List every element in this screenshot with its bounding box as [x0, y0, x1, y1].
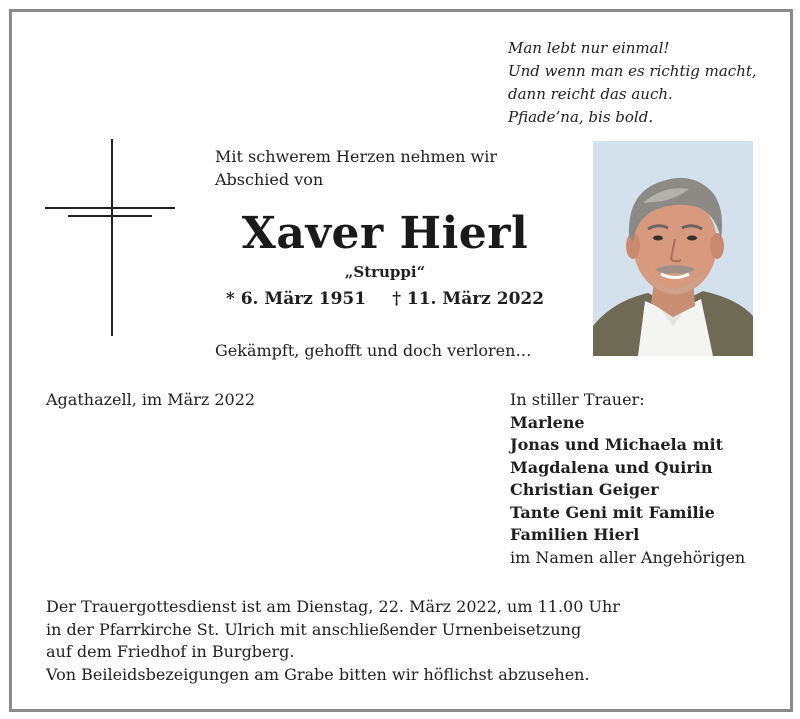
cross-horizontal-bar	[68, 215, 152, 217]
service-info	[46, 596, 620, 686]
mourner-name: Tante Geni mit Familie	[510, 502, 715, 522]
birth-date: * 6. März 1951	[225, 289, 367, 309]
mourners-footer: im Namen aller Angehörigen	[510, 547, 746, 567]
motto-quote	[508, 37, 757, 129]
death-date: † 11. März 2022	[392, 289, 545, 309]
motto-line: Man lebt nur einmal!	[508, 39, 670, 57]
intro-text	[215, 145, 497, 191]
place-and-date: Agathazell, im März 2022	[46, 390, 256, 409]
cross-vertical-bar	[111, 139, 113, 336]
mourner-name: Familien Hierl	[510, 525, 640, 544]
cross-horizontal-bar	[45, 207, 175, 209]
intro-line: Abschied von	[215, 170, 324, 189]
nickname: „Struppi“	[344, 263, 426, 281]
mourners-heading: In stiller Trauer:	[510, 390, 645, 409]
mourner-name: Jonas und Michaela mit	[510, 435, 723, 454]
motto-line: Und wenn man es richtig macht,	[508, 62, 757, 80]
portrait-image	[593, 141, 753, 356]
service-line: in der Pfarrkirche St. Ulrich mit anschließender Urnenbeisetzung	[46, 619, 582, 639]
deceased-name: Xaver Hierl	[241, 208, 529, 259]
motto-line: dann reicht das auch.	[508, 85, 673, 103]
mourners-list	[510, 389, 745, 569]
service-line: Von Beileidsbezeigungen am Grabe bitten wir höflichst abzusehen.	[46, 664, 590, 684]
mourner-name: Marlene	[510, 412, 585, 432]
mourner-name: Christian Geiger	[510, 480, 659, 499]
mourner-name: Magdalena und Quirin	[510, 457, 713, 477]
motto-line: Pfiade’na, bis bold.	[508, 108, 654, 126]
service-line: Der Trauergottesdienst ist am Dienstag, 22. März 2022, um 11.00 Uhr	[46, 597, 620, 616]
portrait-photo	[593, 141, 753, 356]
verse: Gekämpft, gehofft und doch verloren…	[215, 341, 532, 360]
intro-line: Mit schwerem Herzen nehmen wir	[215, 147, 497, 166]
service-line: auf dem Friedhof in Burgberg.	[46, 642, 295, 661]
life-dates	[220, 289, 550, 309]
